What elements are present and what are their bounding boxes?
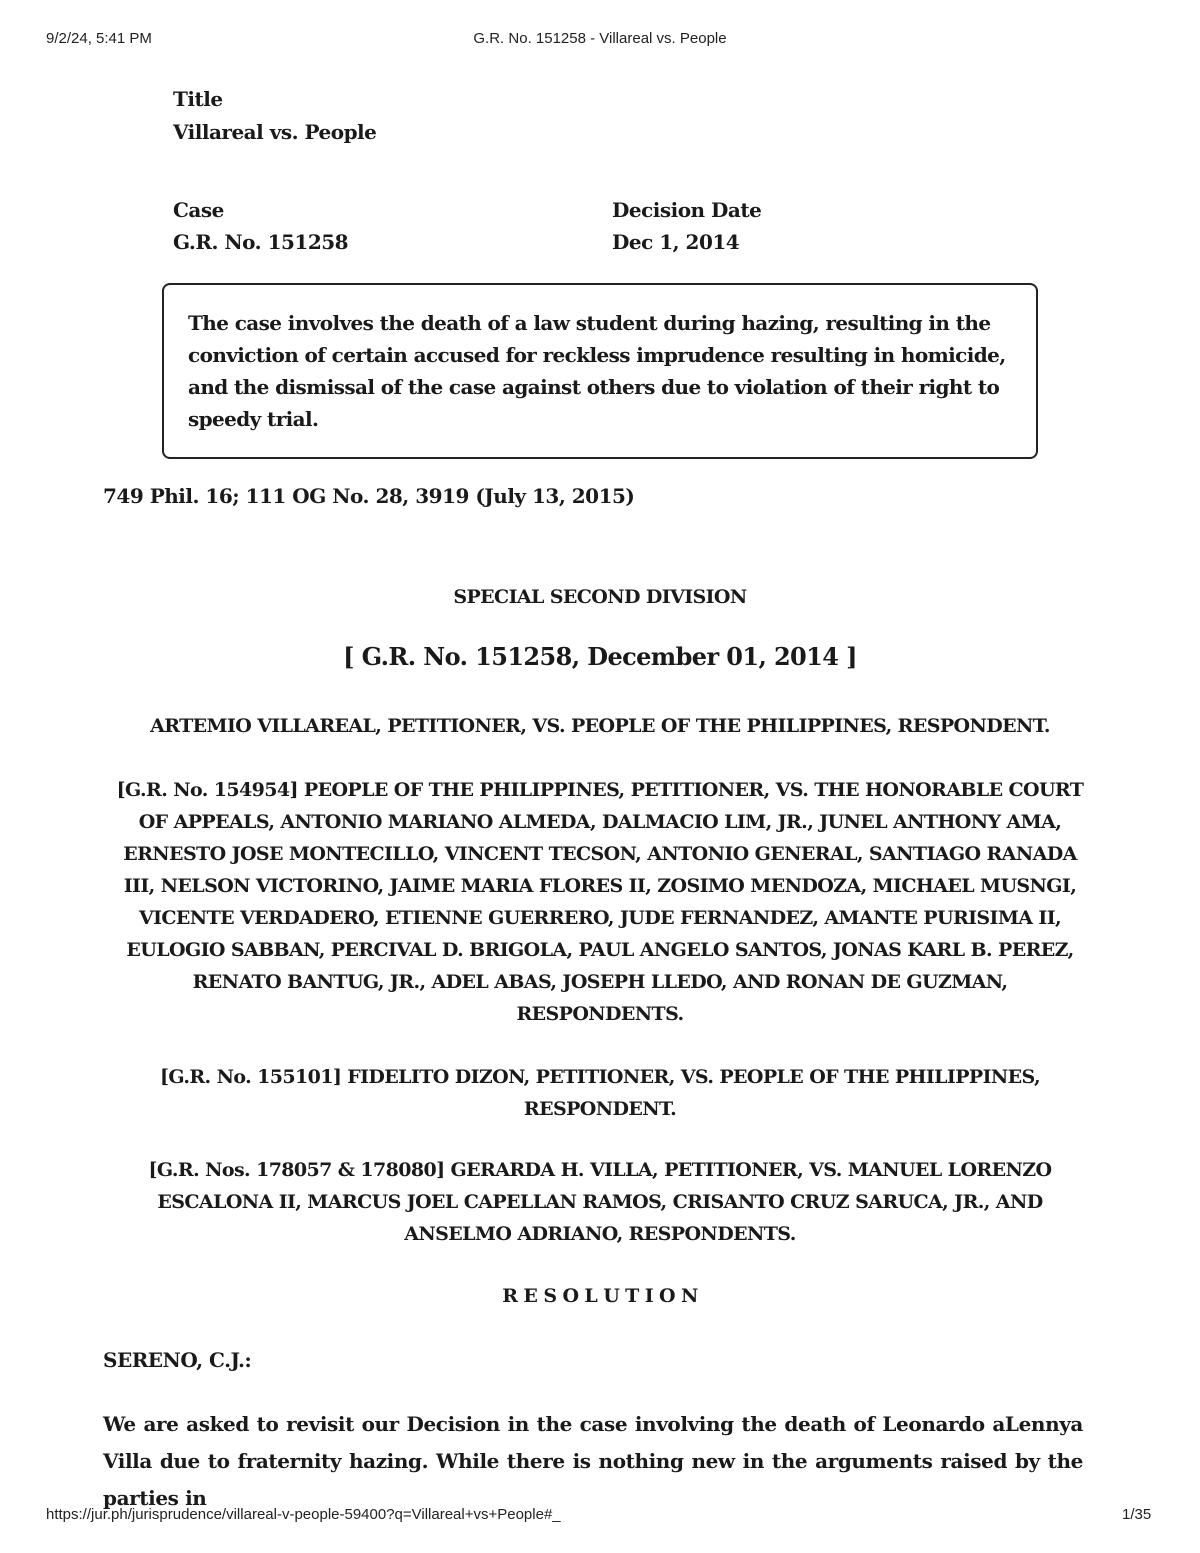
caption-2: [G.R. No. 154954] PEOPLE OF THE PHILIPPINES, PETITIONER, VS. THE HONORABLE COURT OF APPEALS, ANTONIO MARIANO ALMEDA, DALMACIO LIM, JR., JUNEL ANTHONY AMA, ERNESTO JOSE MONTECILLO, VINCENT TECSON, ANTONIO GENERAL, SANTIAGO RANADA III, NELSON VICTORINO, JAIME MARIA FLORES II, ZOSIMO MENDOZA, MICHAEL MUSNGI, VICENTE VERDADERO, ETIENNE GUERRERO, JUDE FERNANDEZ, AMANTE PURISIMA II, EULOGIO SABBAN, PERCIVAL D. BRIGOLA, PAUL ANGELO SANTOS, JONAS KARL B. PEREZ, RENATO BANTUG, JR., ADEL ABAS, JOSEPH LLEDO, AND RONAN DE GUZMAN, RESPONDENTS. [116,779,1084,1025]
title-value: Villareal vs. People [173,120,377,144]
page-number: 1/35 [1122,1506,1152,1523]
print-doc-title: G.R. No. 151258 - Villareal vs. People [473,30,727,47]
gr-heading: [ G.R. No. 151258, December 01, 2014 ] [343,642,857,671]
title-label: Title [173,87,223,111]
citation: 749 Phil. 16; 111 OG No. 28, 3919 (July 13, 2015) [103,484,635,508]
caption-3: [G.R. No. 155101] FIDELITO DIZON, PETITIONER, VS. PEOPLE OF THE PHILIPPINES, RESPONDENT. [160,1066,1040,1120]
division-heading: SPECIAL SECOND DIVISION [453,586,747,608]
case-value: G.R. No. 151258 [173,230,349,254]
ponente: SERENO, C.J.: [103,1348,252,1372]
resolution-heading: R E S O L U T I O N [502,1285,698,1307]
caption-1: ARTEMIO VILLAREAL, PETITIONER, VS. PEOPLE OF THE PHILIPPINES, RESPONDENT. [150,715,1050,737]
decision-date-value: Dec 1, 2014 [612,230,740,254]
print-url: https://jur.ph/jurisprudence/villareal-v-people-59400?q=Villareal+vs+People#_ [46,1506,561,1523]
decision-date-label: Decision Date [612,198,762,222]
summary-box [162,283,1038,459]
caption-4: [G.R. Nos. 178057 & 178080] GERARDA H. VILLA, PETITIONER, VS. MANUEL LORENZO ESCALONA II, MARCUS JOEL CAPELLAN RAMOS, CRISANTO CRUZ SARUCA, JR., AND ANSELMO ADRIANO, RESPONDENTS. [148,1159,1052,1245]
body-paragraph: We are asked to revisit our Decision in the case involving the death of Leonardo aLennya Villa due to fraternity hazing. While there is nothing new in the arguments raised by the parties in [103,1412,1083,1510]
case-label: Case [173,198,224,222]
summary-text: The case involves the death of a law student during hazing, resulting in the conviction of certain accused for reckless imprudence resulting in homicide, and the dismissal of the case against others due to violation of their right to speedy trial. [188,311,1006,431]
print-datetime: 9/2/24, 5:41 PM [46,30,152,47]
